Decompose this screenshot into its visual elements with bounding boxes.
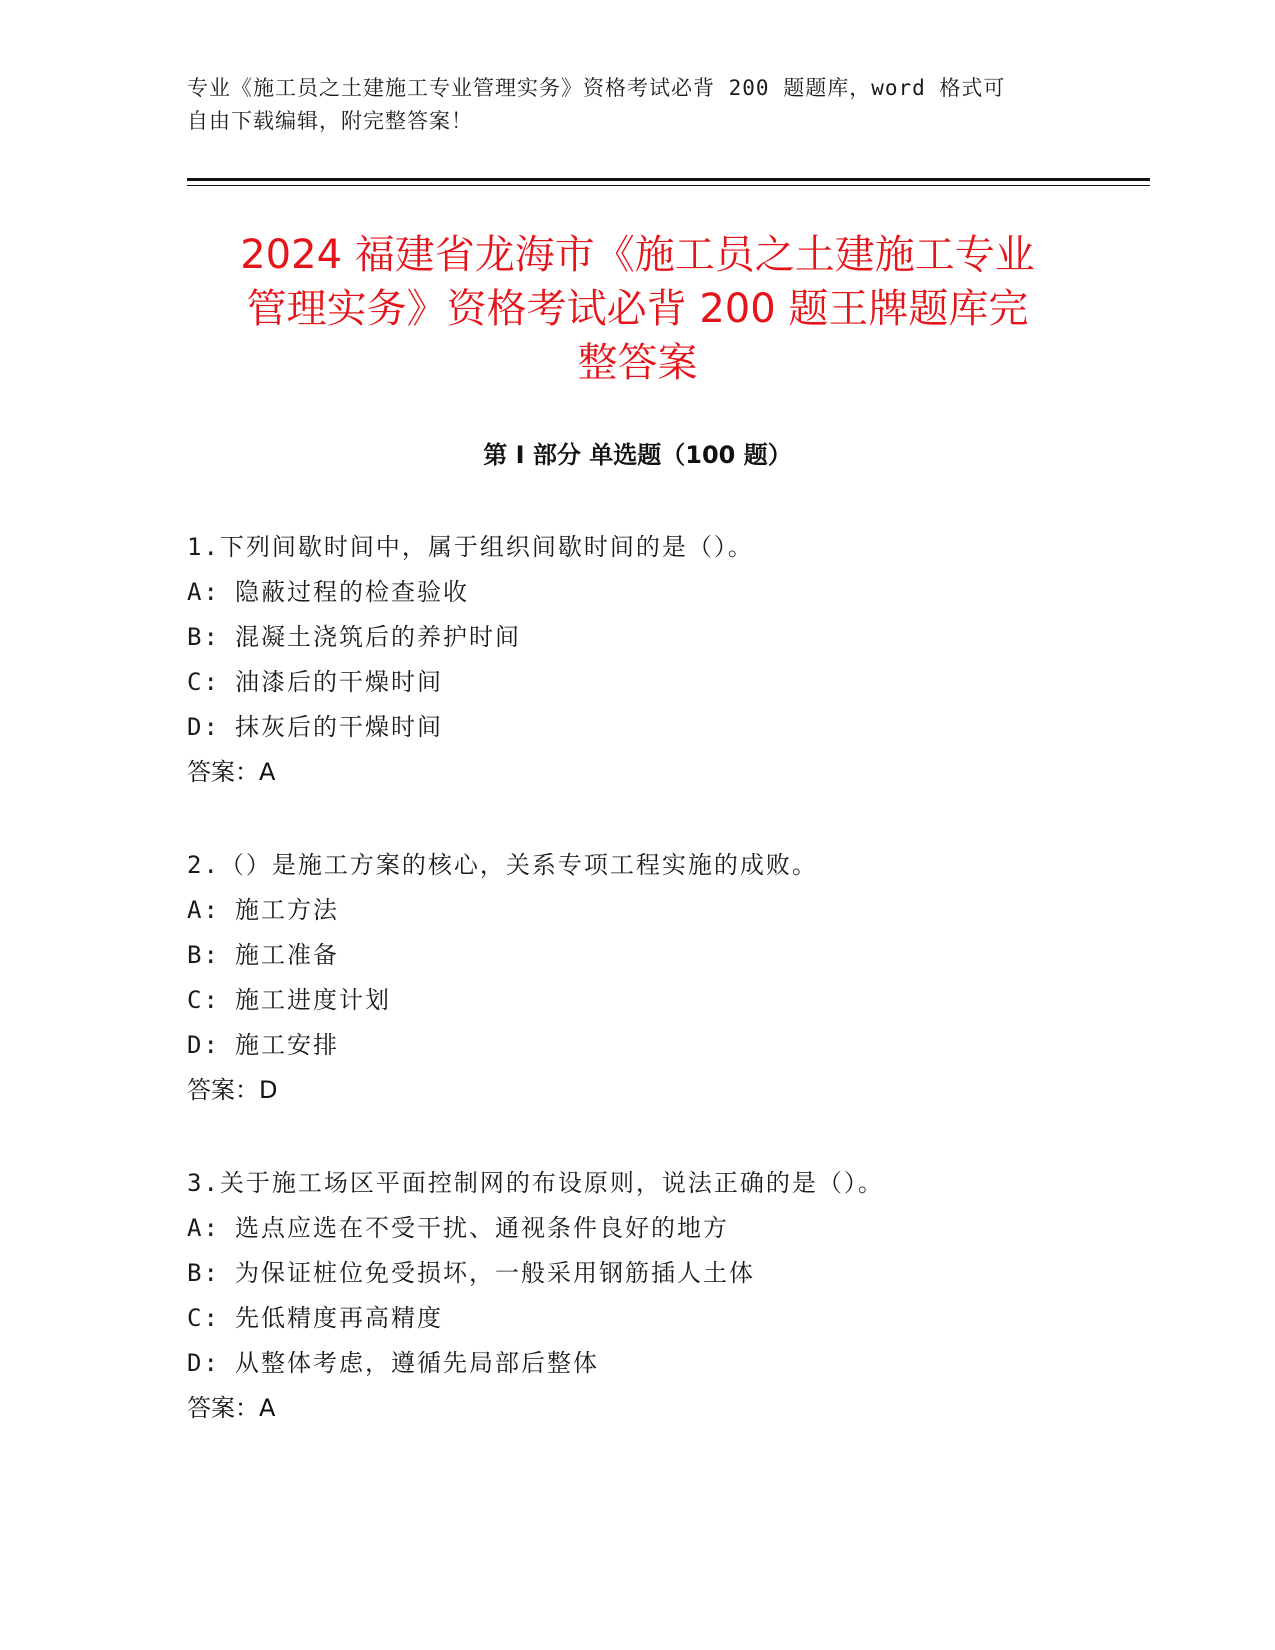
option-letter: D:	[187, 1031, 220, 1059]
option-letter: D:	[187, 713, 220, 741]
title-line-1: 2024 福建省龙海市《施工员之土建施工专业	[240, 232, 1035, 278]
option-letter: A:	[187, 1214, 220, 1242]
option-b	[187, 933, 1137, 978]
title-line-3: 整答案	[577, 340, 698, 386]
option-text: 先低精度再高精度	[235, 1304, 443, 1332]
question-item	[187, 525, 1137, 795]
question-list	[187, 525, 1137, 1479]
option-letter: B:	[187, 623, 220, 651]
section-heading: 第 I 部分 单选题（100 题）	[483, 441, 792, 469]
option-text: 抹灰后的干燥时间	[235, 713, 443, 741]
option-letter: C:	[187, 1304, 220, 1332]
header-divider-thick	[187, 178, 1150, 181]
header-note-line-2: 自由下载编辑，附完整答案！	[187, 109, 473, 133]
option-text: 选点应选在不受干扰、通视条件良好的地方	[235, 1214, 729, 1242]
option-c	[187, 1296, 1137, 1341]
option-b	[187, 1251, 1137, 1296]
option-a	[187, 1206, 1137, 1251]
header-note	[187, 72, 1087, 138]
header-divider-thin	[187, 185, 1150, 186]
option-d	[187, 705, 1137, 750]
question-item	[187, 843, 1137, 1113]
option-d	[187, 1341, 1137, 1386]
option-letter: A:	[187, 896, 220, 924]
answer-line: 答案：D	[187, 1076, 278, 1104]
option-text: 施工准备	[235, 941, 339, 969]
option-letter: A:	[187, 578, 220, 606]
option-text: 从整体考虑，遵循先局部后整体	[235, 1349, 599, 1377]
option-text: 施工安排	[235, 1031, 339, 1059]
option-text: 混凝土浇筑后的养护时间	[235, 623, 521, 651]
header-note-line-1: 专业《施工员之土建施工专业管理实务》资格考试必背 200 题题库，word 格式可	[187, 76, 1006, 100]
option-letter: D:	[187, 1349, 220, 1377]
option-text: 施工方法	[235, 896, 339, 924]
option-letter: C:	[187, 986, 220, 1014]
question-stem: 3.关于施工场区平面控制网的布设原则，说法正确的是（）。	[187, 1169, 884, 1197]
answer-line: 答案：A	[187, 1394, 276, 1422]
option-c	[187, 660, 1137, 705]
option-text: 油漆后的干燥时间	[235, 668, 443, 696]
option-text: 隐蔽过程的检查验收	[235, 578, 469, 606]
option-letter: B:	[187, 941, 220, 969]
option-a	[187, 570, 1137, 615]
option-c	[187, 978, 1137, 1023]
title-line-2: 管理实务》资格考试必背 200 题王牌题库完	[246, 286, 1029, 332]
option-b	[187, 615, 1137, 660]
option-letter: C:	[187, 668, 220, 696]
option-text: 施工进度计划	[235, 986, 391, 1014]
option-a	[187, 888, 1137, 933]
option-letter: B:	[187, 1259, 220, 1287]
question-item	[187, 1161, 1137, 1431]
option-text: 为保证桩位免受损坏，一般采用钢筋插人土体	[235, 1259, 755, 1287]
document-title	[160, 228, 1115, 390]
question-stem: 2.（）是施工方案的核心，关系专项工程实施的成败。	[187, 851, 818, 879]
answer-line: 答案：A	[187, 758, 276, 786]
option-d	[187, 1023, 1137, 1068]
question-stem: 1.下列间歇时间中，属于组织间歇时间的是（）。	[187, 533, 754, 561]
